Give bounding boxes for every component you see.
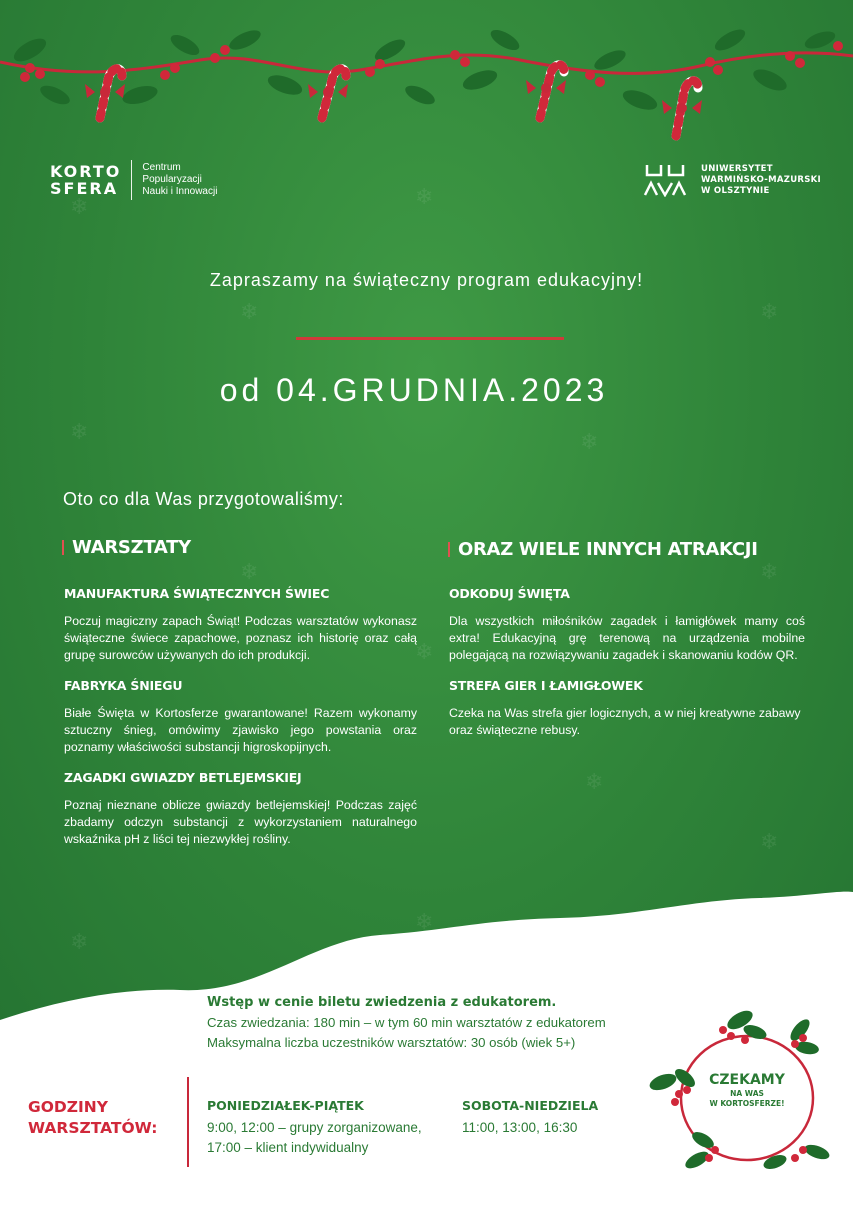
workshop-title: FABRYKA ŚNIEGU — [64, 678, 183, 693]
workshop-title: ZAGADKI GWIAZDY BETLEJEMSKIEJ — [64, 770, 302, 785]
capacity-info: Maksymalna liczba uczestników warsztatów: 30 osób (wiek 5+) — [207, 1035, 576, 1050]
uwm-emblem-icon — [643, 163, 687, 197]
uwm-logo — [643, 163, 821, 197]
weekday-heading: PONIEDZIAŁEK-PIĄTEK — [207, 1098, 364, 1113]
snowflake-icon: ❄ — [240, 300, 259, 325]
hours-label: GODZINY WARSZTATÓW: — [28, 1098, 158, 1137]
snowflake-icon: ❄ — [580, 430, 599, 455]
attractions-list — [449, 586, 805, 753]
attractions-heading: ORAZ WIELE INNYCH ATRAKCJI — [448, 539, 758, 560]
attraction-description: Dla wszystkich miłośników zagadek i łamigłówek mamy coś extra! Edukacyjną grę terenową na urządzenia mobilne polegającą na rozwiązywaniu zagadek i skanowaniu kodów QR. — [449, 614, 805, 662]
snowflake-icon: ❄ — [70, 195, 89, 220]
workshop-description: Poczuj magiczny zapach Świąt! Podczas warsztatów wykonasz świąteczne świece zapachowe, poznasz ich historię oraz całą grupę surowców używanych do ich produkcji. — [64, 614, 417, 662]
workshop-description: Białe Święta w Kortosferze gwarantowane! Razem wykonamy sztuczny śnieg, omówimy zjawisko jego powstania oraz poznamy właściwości substancji higroskopijnych. — [64, 706, 417, 754]
kortosfera-logo — [50, 160, 217, 200]
wreath-message: CZEKAMY NA WAS W KORTOSFERZE! — [709, 1072, 785, 1108]
garland-decoration — [0, 0, 853, 150]
heading-accent-bar — [448, 542, 450, 557]
snowflake-icon: ❄ — [240, 560, 259, 585]
snowflake-icon: ❄ — [415, 910, 434, 935]
weekend-hours: SOBOTA-NIEDZIELA 11:00, 13:00, 16:30 — [462, 1098, 599, 1135]
logo-separator — [131, 160, 132, 200]
ticket-info: Wstęp w cenie biletu zwiedzenia z edukatorem. — [207, 995, 557, 1010]
snowflake-icon: ❄ — [415, 185, 434, 210]
visit-info — [207, 993, 606, 1053]
attraction-title: ODKODUJ ŚWIĘTA — [449, 586, 570, 601]
attraction-title: STREFA GIER I ŁAMIGŁOWEK — [449, 678, 643, 693]
workshops-heading: WARSZTATY — [62, 537, 191, 558]
kortosfera-wordmark: KORTO SFERA — [50, 162, 122, 198]
workshop-description: Poznaj nieznane oblicze gwiazdy betlejemskiej! Podczas zajęć zbadamy odczyn substancji z wykorzystaniem naturalnego wskaźnika pH z liści tej niezwykłej rośliny. — [64, 798, 417, 846]
snowflake-icon: ❄ — [760, 830, 779, 855]
snowflake-icon: ❄ — [760, 300, 779, 325]
hours-divider — [187, 1077, 189, 1167]
snowflake-icon: ❄ — [760, 560, 779, 585]
invite-heading: Zapraszamy na świąteczny program edukacyjny! — [209, 270, 644, 290]
weekend-heading: SOBOTA-NIEDZIELA — [462, 1098, 599, 1113]
program-intro: Oto co dla Was przygotowaliśmy: — [63, 489, 344, 509]
workshop-title: MANUFAKTURA ŚWIĄTECZNYCH ŚWIEC — [64, 586, 330, 601]
snowflake-icon: ❄ — [585, 770, 604, 795]
event-date: od 04.GRUDNIA.2023 — [219, 372, 609, 408]
weekday-hours: PONIEDZIAŁEK-PIĄTEK 9:00, 12:00 – grupy zorganizowane, 17:00 – klient indywidualny — [207, 1098, 422, 1155]
divider-line — [296, 337, 564, 340]
kortosfera-subtitle: Centrum Popularyzacji Nauki i Innowacji — [142, 162, 218, 197]
workshops-list — [64, 586, 417, 862]
snowflake-icon: ❄ — [70, 420, 89, 445]
snowflake-icon: ❄ — [70, 930, 89, 955]
uwm-name: UNIWERSYTET WARMIŃSKO-MAZURSKI W OLSZTYNIE — [701, 163, 822, 196]
snowflake-icon: ❄ — [415, 640, 434, 665]
duration-info: Czas zwiedzania: 180 min – w tym 60 min warsztatów z edukatorem — [207, 1015, 606, 1030]
heading-accent-bar — [62, 540, 64, 555]
attraction-description: Czeka na Was strefa gier logicznych, a w niej kreatywne zabawy oraz świąteczne rebusy. — [449, 706, 801, 737]
